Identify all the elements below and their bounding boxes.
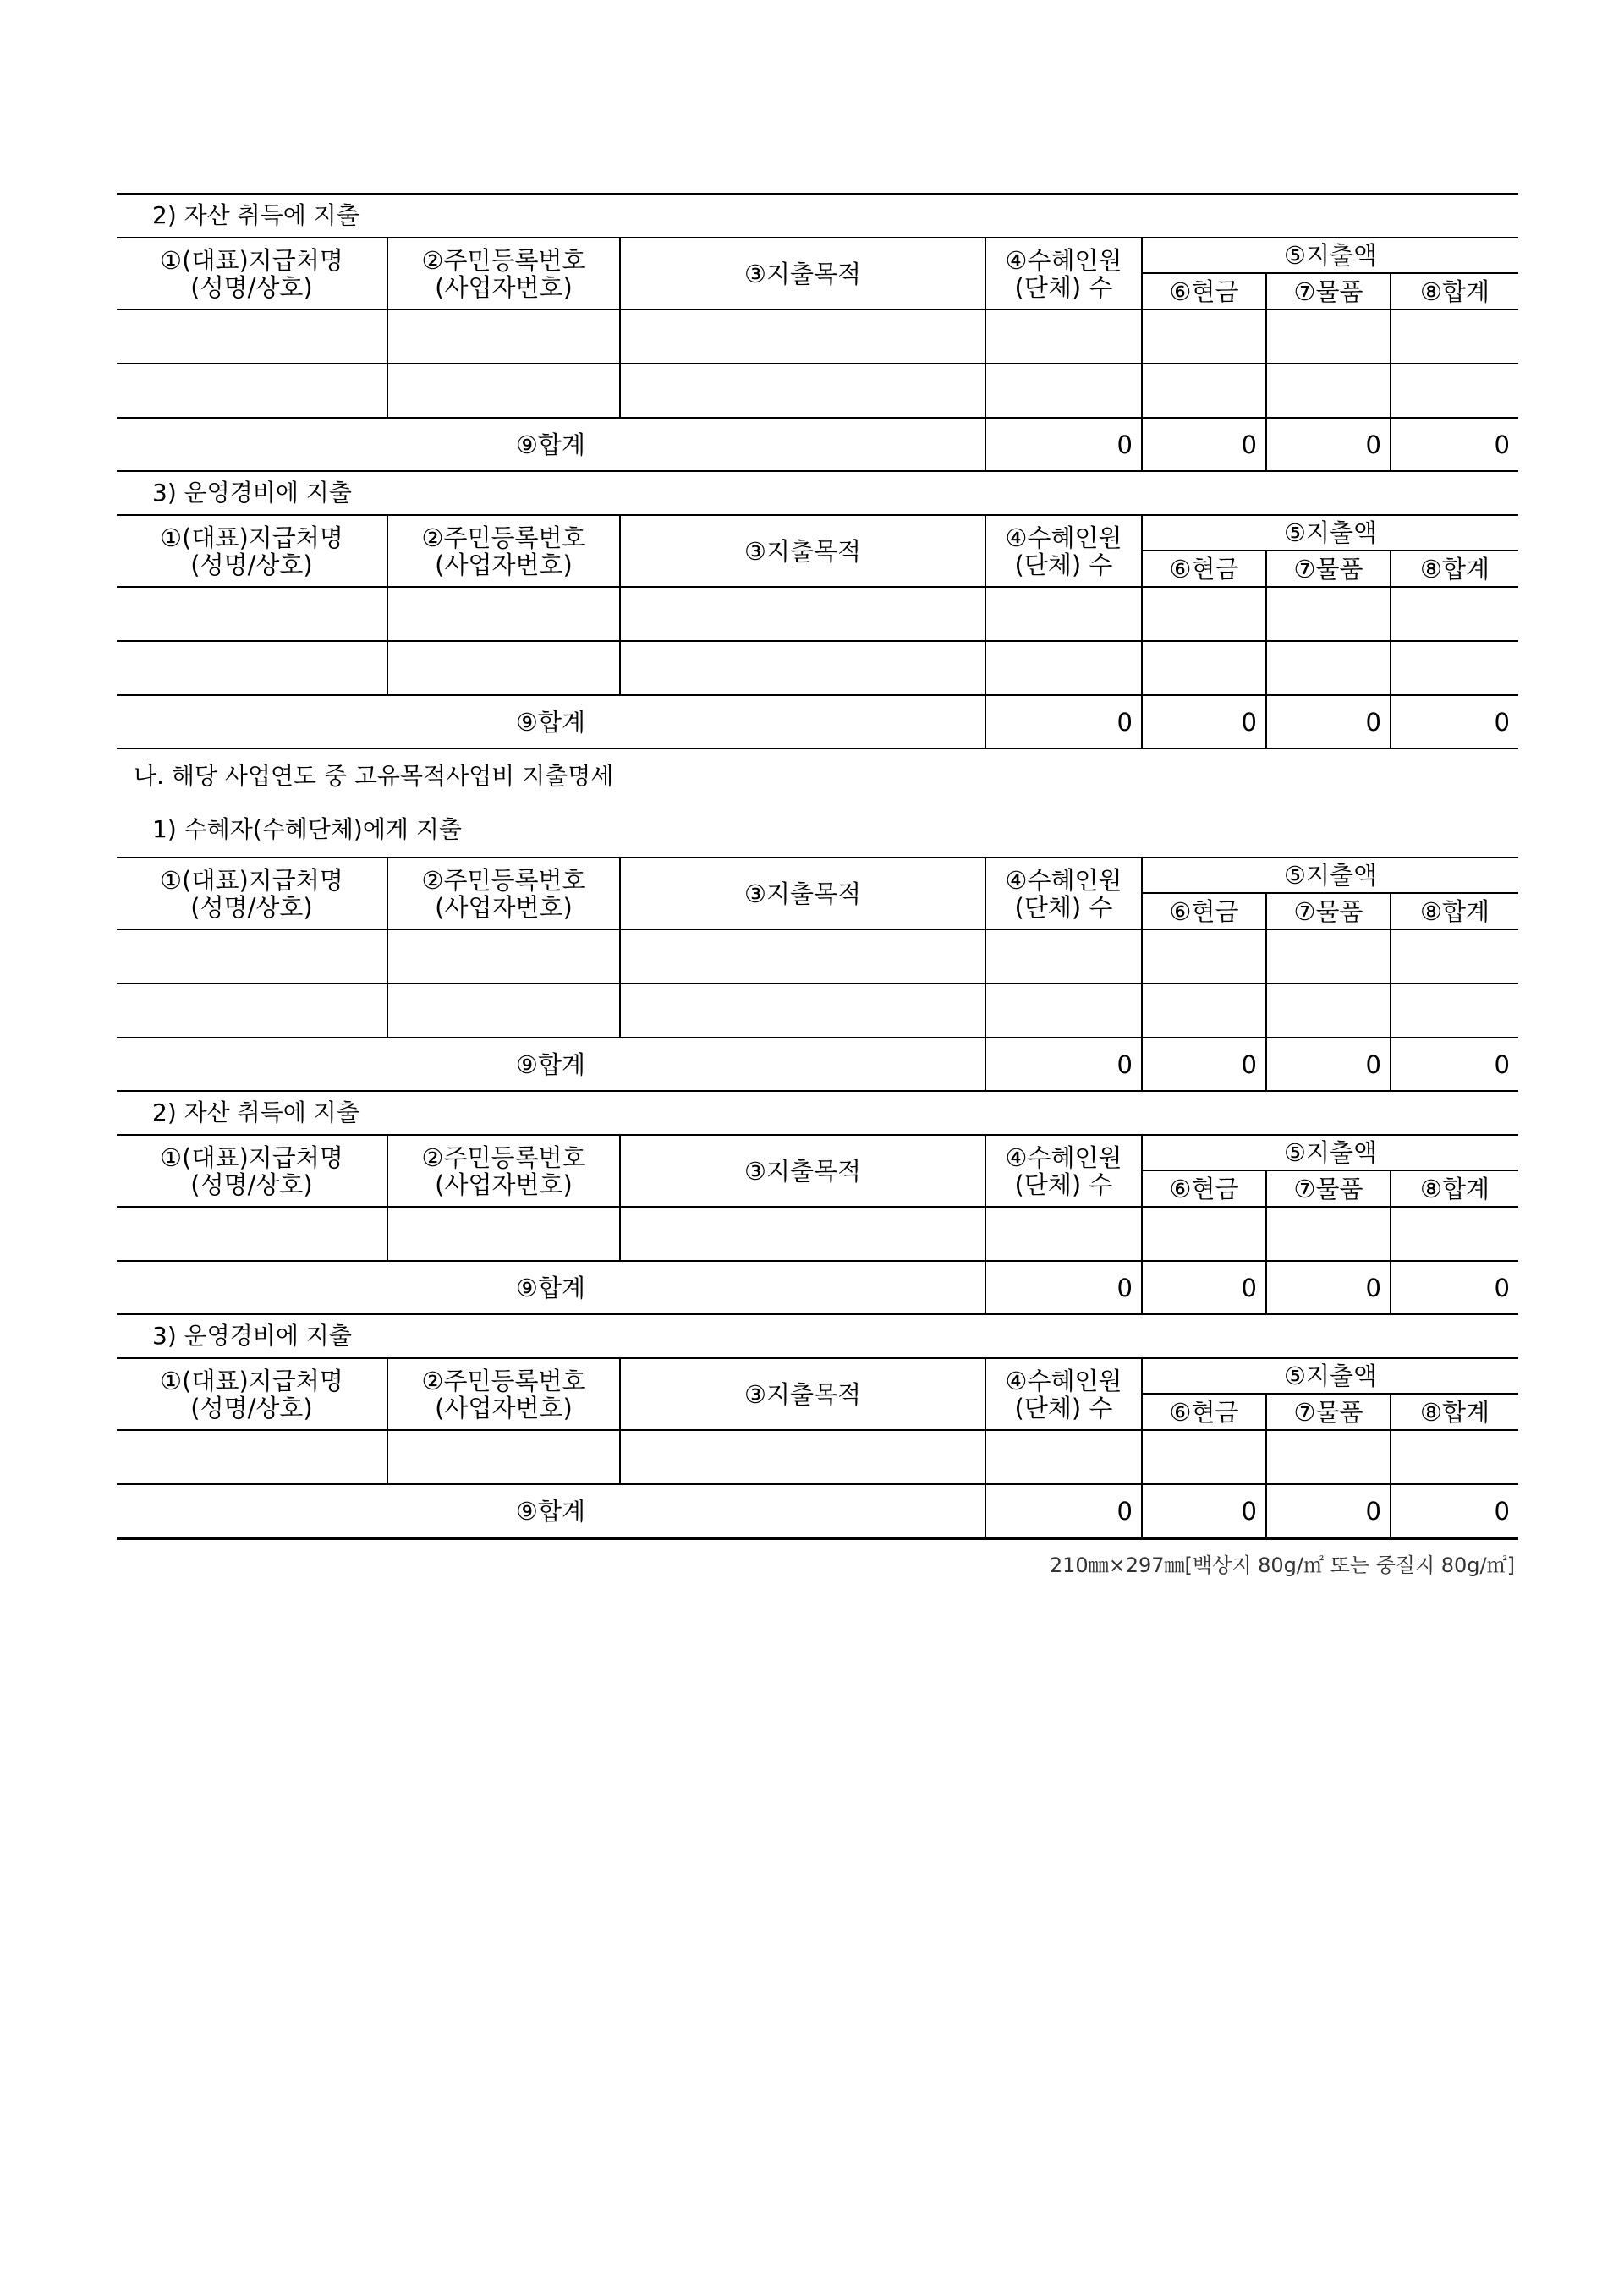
purpose-header-line-1: ③지출목적	[743, 536, 862, 566]
amount-header: ⑤지출액	[1142, 515, 1518, 551]
cash-header: ⑥현금	[1142, 893, 1266, 929]
total-goods: 0	[1266, 1038, 1391, 1091]
total-recipients: 0	[985, 1261, 1142, 1314]
payee-header	[117, 238, 387, 310]
purpose-header-line-1: ③지출목적	[743, 1379, 862, 1409]
table-row	[117, 1207, 1518, 1261]
total-label: ⑨합계	[117, 695, 985, 748]
payee-header-line-1: ①(대표)지급처명	[160, 1366, 343, 1395]
subtotal-header: ⑧합계	[1391, 1394, 1518, 1430]
payee-header-line-1: ①(대표)지급처명	[160, 245, 343, 275]
total-row	[117, 1484, 1518, 1538]
cash-cell[interactable]	[1142, 641, 1266, 695]
regno-header-line-2: (사업자번호)	[435, 550, 573, 579]
payee-header-line-2: (성명/상호)	[190, 1170, 313, 1199]
payee-cell[interactable]	[117, 310, 387, 364]
section-title: 1) 수혜자(수혜단체)에게 지출	[152, 815, 462, 843]
section-title: 3) 운영경비에 지출	[152, 479, 352, 507]
payee-cell[interactable]	[117, 641, 387, 695]
cash-header: ⑥현금	[1142, 1394, 1266, 1430]
total-cash: 0	[1142, 695, 1266, 748]
goods-cell[interactable]	[1266, 587, 1391, 641]
recipients-header-line-2: (단체) 수	[1014, 550, 1113, 579]
regno-header-line-2: (사업자번호)	[435, 1393, 573, 1422]
cash-cell[interactable]	[1142, 587, 1266, 641]
total-row	[117, 418, 1518, 471]
goods-cell[interactable]	[1266, 1207, 1391, 1261]
regno-header-line-1: ②주민등록번호	[421, 245, 586, 275]
total-sum: 0	[1391, 1261, 1518, 1314]
expenditure-table	[117, 514, 1518, 749]
cash-header: ⑥현금	[1142, 273, 1266, 310]
recipients-header	[985, 1358, 1142, 1430]
subtotal-cell[interactable]	[1391, 641, 1518, 695]
recipients-header-line-1: ④수혜인원	[1005, 245, 1122, 275]
recipients-header-line-1: ④수혜인원	[1005, 1143, 1122, 1172]
recipients-cell[interactable]	[985, 310, 1142, 364]
payee-header-line-2: (성명/상호)	[190, 550, 313, 579]
expenditure-table	[117, 1357, 1518, 1540]
part-heading: 나. 해당 사업연도 중 고유목적사업비 지출명세	[134, 762, 614, 790]
cash-cell[interactable]	[1142, 310, 1266, 364]
payee-header-line-1: ①(대표)지급처명	[160, 523, 343, 552]
paper-spec-footnote: 210㎜×297㎜[백상지 80g/㎡ 또는 중질지 80g/㎡]	[1049, 1553, 1515, 1577]
cash-cell[interactable]	[1142, 364, 1266, 418]
goods-header: ⑦물품	[1266, 1170, 1391, 1207]
goods-cell[interactable]	[1266, 984, 1391, 1038]
subtotal-cell[interactable]	[1391, 1207, 1518, 1261]
purpose-header	[620, 515, 985, 587]
recipients-header	[985, 1135, 1142, 1207]
cash-header: ⑥현금	[1142, 1170, 1266, 1207]
payee-header	[117, 515, 387, 587]
total-recipients: 0	[985, 1038, 1142, 1091]
purpose-header	[620, 858, 985, 929]
purpose-cell[interactable]	[620, 587, 985, 641]
recipients-header-line-2: (단체) 수	[1014, 272, 1113, 302]
goods-cell[interactable]	[1266, 310, 1391, 364]
total-goods: 0	[1266, 695, 1391, 748]
payee-cell[interactable]	[117, 929, 387, 984]
regno-header-line-1: ②주민등록번호	[421, 523, 586, 552]
total-label: ⑨합계	[117, 418, 985, 471]
payee-header-line-2: (성명/상호)	[190, 1393, 313, 1422]
regno-header-line-2: (사업자번호)	[435, 272, 573, 302]
goods-header: ⑦물품	[1266, 551, 1391, 587]
recipients-cell[interactable]	[985, 364, 1142, 418]
table-row	[117, 364, 1518, 418]
recipients-header-line-1: ④수혜인원	[1005, 865, 1122, 895]
recipients-cell[interactable]	[985, 984, 1142, 1038]
total-row	[117, 695, 1518, 748]
recipients-cell[interactable]	[985, 1430, 1142, 1484]
subtotal-cell[interactable]	[1391, 587, 1518, 641]
regno-header-line-1: ②주민등록번호	[421, 1366, 586, 1395]
recipients-header-line-2: (단체) 수	[1014, 1393, 1113, 1422]
cash-cell[interactable]	[1142, 929, 1266, 984]
total-recipients: 0	[985, 1484, 1142, 1538]
regno-cell[interactable]	[387, 1207, 620, 1261]
total-row	[117, 1038, 1518, 1091]
total-cash: 0	[1142, 1038, 1266, 1091]
recipients-header	[985, 858, 1142, 929]
total-sum: 0	[1391, 418, 1518, 471]
payee-header-line-2: (성명/상호)	[190, 272, 313, 302]
goods-cell[interactable]	[1266, 641, 1391, 695]
section-title: 2) 자산 취득에 지출	[117, 193, 1518, 237]
regno-cell[interactable]	[387, 364, 620, 418]
table-row	[117, 310, 1518, 364]
recipients-header-line-1: ④수혜인원	[1005, 523, 1122, 552]
payee-cell[interactable]	[117, 587, 387, 641]
purpose-header	[620, 238, 985, 310]
table-row	[117, 587, 1518, 641]
total-cash: 0	[1142, 1261, 1266, 1314]
purpose-header-line-1: ③지출목적	[743, 879, 862, 908]
payee-header	[117, 858, 387, 929]
recipients-cell[interactable]	[985, 587, 1142, 641]
cash-cell[interactable]	[1142, 984, 1266, 1038]
purpose-header-line-1: ③지출목적	[743, 1156, 862, 1186]
amount-header: ⑤지출액	[1142, 1135, 1518, 1170]
total-sum: 0	[1391, 1038, 1518, 1091]
purpose-header-line-1: ③지출목적	[743, 259, 862, 288]
goods-cell[interactable]	[1266, 364, 1391, 418]
payee-cell[interactable]	[117, 364, 387, 418]
amount-header: ⑤지출액	[1142, 238, 1518, 273]
regno-header-line-1: ②주민등록번호	[421, 1143, 586, 1172]
goods-cell[interactable]	[1266, 929, 1391, 984]
purpose-header	[620, 1135, 985, 1207]
regno-header-line-2: (사업자번호)	[435, 892, 573, 922]
recipients-header	[985, 238, 1142, 310]
section-title: 2) 자산 취득에 지출	[152, 1099, 359, 1126]
total-row	[117, 1261, 1518, 1314]
purpose-header	[620, 1358, 985, 1430]
subtotal-cell[interactable]	[1391, 310, 1518, 364]
goods-cell[interactable]	[1266, 1430, 1391, 1484]
regno-cell[interactable]	[387, 929, 620, 984]
expenditure-table	[117, 857, 1518, 1092]
total-cash: 0	[1142, 418, 1266, 471]
subtotal-header: ⑧합계	[1391, 551, 1518, 587]
regno-header	[387, 1135, 620, 1207]
subtotal-cell[interactable]	[1391, 984, 1518, 1038]
total-goods: 0	[1266, 1484, 1391, 1538]
subtotal-header: ⑧합계	[1391, 1170, 1518, 1207]
regno-header	[387, 858, 620, 929]
recipients-cell[interactable]	[985, 929, 1142, 984]
recipients-cell[interactable]	[985, 641, 1142, 695]
payee-cell[interactable]	[117, 984, 387, 1038]
payee-header	[117, 1358, 387, 1430]
recipients-header-line-2: (단체) 수	[1014, 1170, 1113, 1199]
regno-header-line-1: ②주민등록번호	[421, 865, 586, 895]
cash-cell[interactable]	[1142, 1430, 1266, 1484]
payee-header	[117, 1135, 387, 1207]
regno-header	[387, 515, 620, 587]
purpose-cell[interactable]	[620, 929, 985, 984]
payee-header-line-2: (성명/상호)	[190, 892, 313, 922]
subtotal-cell[interactable]	[1391, 364, 1518, 418]
cash-cell[interactable]	[1142, 1207, 1266, 1261]
recipients-cell[interactable]	[985, 1207, 1142, 1261]
payee-header-line-1: ①(대표)지급처명	[160, 1143, 343, 1172]
purpose-cell[interactable]	[620, 641, 985, 695]
recipients-header-line-1: ④수혜인원	[1005, 1366, 1122, 1395]
document-page	[117, 193, 1518, 1578]
total-recipients: 0	[985, 418, 1142, 471]
payee-cell[interactable]	[117, 1430, 387, 1484]
subtotal-cell[interactable]	[1391, 929, 1518, 984]
total-goods: 0	[1266, 1261, 1391, 1314]
expenditure-table	[117, 237, 1518, 472]
amount-header: ⑤지출액	[1142, 858, 1518, 893]
amount-header: ⑤지출액	[1142, 1358, 1518, 1394]
subtotal-header: ⑧합계	[1391, 893, 1518, 929]
goods-header: ⑦물품	[1266, 893, 1391, 929]
regno-header-line-2: (사업자번호)	[435, 1170, 573, 1199]
total-cash: 0	[1142, 1484, 1266, 1538]
subtotal-cell[interactable]	[1391, 1430, 1518, 1484]
purpose-cell[interactable]	[620, 984, 985, 1038]
goods-header: ⑦물품	[1266, 273, 1391, 310]
table-row	[117, 1430, 1518, 1484]
expenditure-table	[117, 1134, 1518, 1315]
total-sum: 0	[1391, 1484, 1518, 1538]
regno-cell[interactable]	[387, 587, 620, 641]
subtotal-header: ⑧합계	[1391, 273, 1518, 310]
payee-header-line-1: ①(대표)지급처명	[160, 865, 343, 895]
total-goods: 0	[1266, 418, 1391, 471]
recipients-header	[985, 515, 1142, 587]
section-title: 3) 운영경비에 지출	[152, 1322, 352, 1350]
regno-header	[387, 238, 620, 310]
payee-cell[interactable]	[117, 1207, 387, 1261]
total-label: ⑨합계	[117, 1261, 985, 1314]
regno-cell[interactable]	[387, 1430, 620, 1484]
purpose-cell[interactable]	[620, 310, 985, 364]
recipients-header-line-2: (단체) 수	[1014, 892, 1113, 922]
table-row	[117, 641, 1518, 695]
regno-cell[interactable]	[387, 310, 620, 364]
total-label: ⑨합계	[117, 1484, 985, 1538]
regno-cell[interactable]	[387, 641, 620, 695]
total-label: ⑨합계	[117, 1038, 985, 1091]
table-row	[117, 929, 1518, 984]
total-sum: 0	[1391, 695, 1518, 748]
total-recipients: 0	[985, 695, 1142, 748]
goods-header: ⑦물품	[1266, 1394, 1391, 1430]
cash-header: ⑥현금	[1142, 551, 1266, 587]
regno-cell[interactable]	[387, 984, 620, 1038]
purpose-cell[interactable]	[620, 364, 985, 418]
purpose-cell[interactable]	[620, 1430, 985, 1484]
regno-header	[387, 1358, 620, 1430]
table-row	[117, 984, 1518, 1038]
purpose-cell[interactable]	[620, 1207, 985, 1261]
